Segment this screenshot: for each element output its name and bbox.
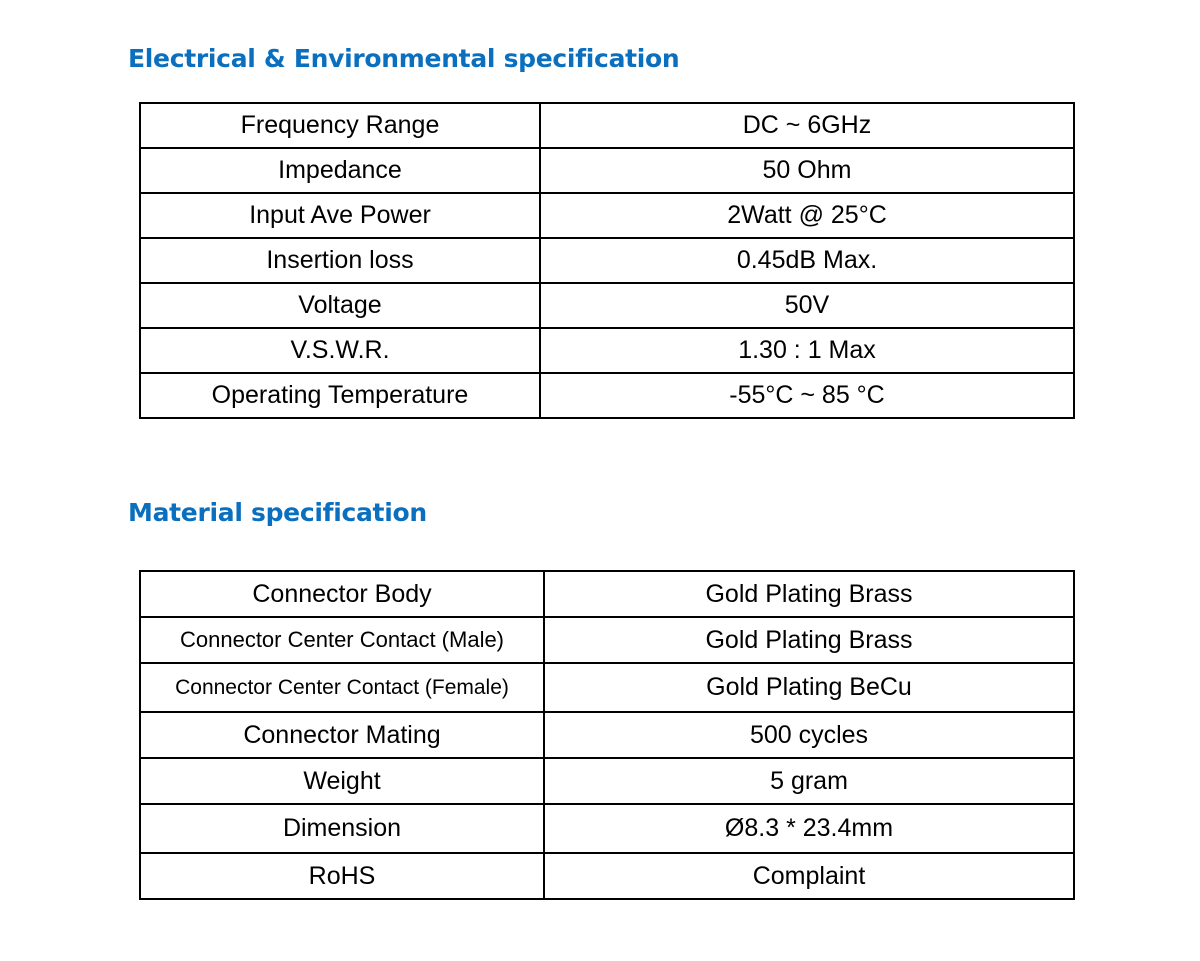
spec-label: Connector Center Contact (Female): [140, 663, 544, 712]
spec-value: Gold Plating BeCu: [544, 663, 1074, 712]
spec-value: Gold Plating Brass: [544, 571, 1074, 617]
spec-value: Ø8.3 * 23.4mm: [544, 804, 1074, 853]
spec-value: 2Watt @ 25°C: [540, 193, 1074, 238]
spec-value: 5 gram: [544, 758, 1074, 804]
electrical-section-title: Electrical & Environmental specification: [128, 44, 680, 73]
material-section-title: Material specification: [128, 498, 427, 527]
spec-label: Connector Center Contact (Male): [140, 617, 544, 663]
table-row: [140, 758, 1074, 804]
spec-value: DC ~ 6GHz: [540, 103, 1074, 148]
spec-label: Weight: [140, 758, 544, 804]
table-row: [140, 853, 1074, 899]
spec-label: Dimension: [140, 804, 544, 853]
spec-value: Complaint: [544, 853, 1074, 899]
table-row: [140, 103, 1074, 148]
table-row: [140, 283, 1074, 328]
table-row: [140, 617, 1074, 663]
material-spec-table: [139, 570, 1075, 900]
spec-label: Voltage: [140, 283, 540, 328]
spec-value: 500 cycles: [544, 712, 1074, 758]
spec-value: 50 Ohm: [540, 148, 1074, 193]
table-row: [140, 804, 1074, 853]
spec-label: Connector Body: [140, 571, 544, 617]
spec-label: Impedance: [140, 148, 540, 193]
electrical-spec-table: [139, 102, 1075, 419]
table-row: [140, 328, 1074, 373]
table-row: [140, 663, 1074, 712]
spec-label: V.S.W.R.: [140, 328, 540, 373]
spec-label: RoHS: [140, 853, 544, 899]
spec-value: 50V: [540, 283, 1074, 328]
table-row: [140, 571, 1074, 617]
spec-value: 1.30 : 1 Max: [540, 328, 1074, 373]
table-row: [140, 712, 1074, 758]
spec-label: Connector Mating: [140, 712, 544, 758]
spec-label: Operating Temperature: [140, 373, 540, 418]
table-row: [140, 148, 1074, 193]
spec-value: Gold Plating Brass: [544, 617, 1074, 663]
spec-label: Frequency Range: [140, 103, 540, 148]
spec-value: -55°C ~ 85 °C: [540, 373, 1074, 418]
spec-value: 0.45dB Max.: [540, 238, 1074, 283]
spec-label: Insertion loss: [140, 238, 540, 283]
table-row: [140, 193, 1074, 238]
table-row: [140, 373, 1074, 418]
spec-label: Input Ave Power: [140, 193, 540, 238]
table-row: [140, 238, 1074, 283]
